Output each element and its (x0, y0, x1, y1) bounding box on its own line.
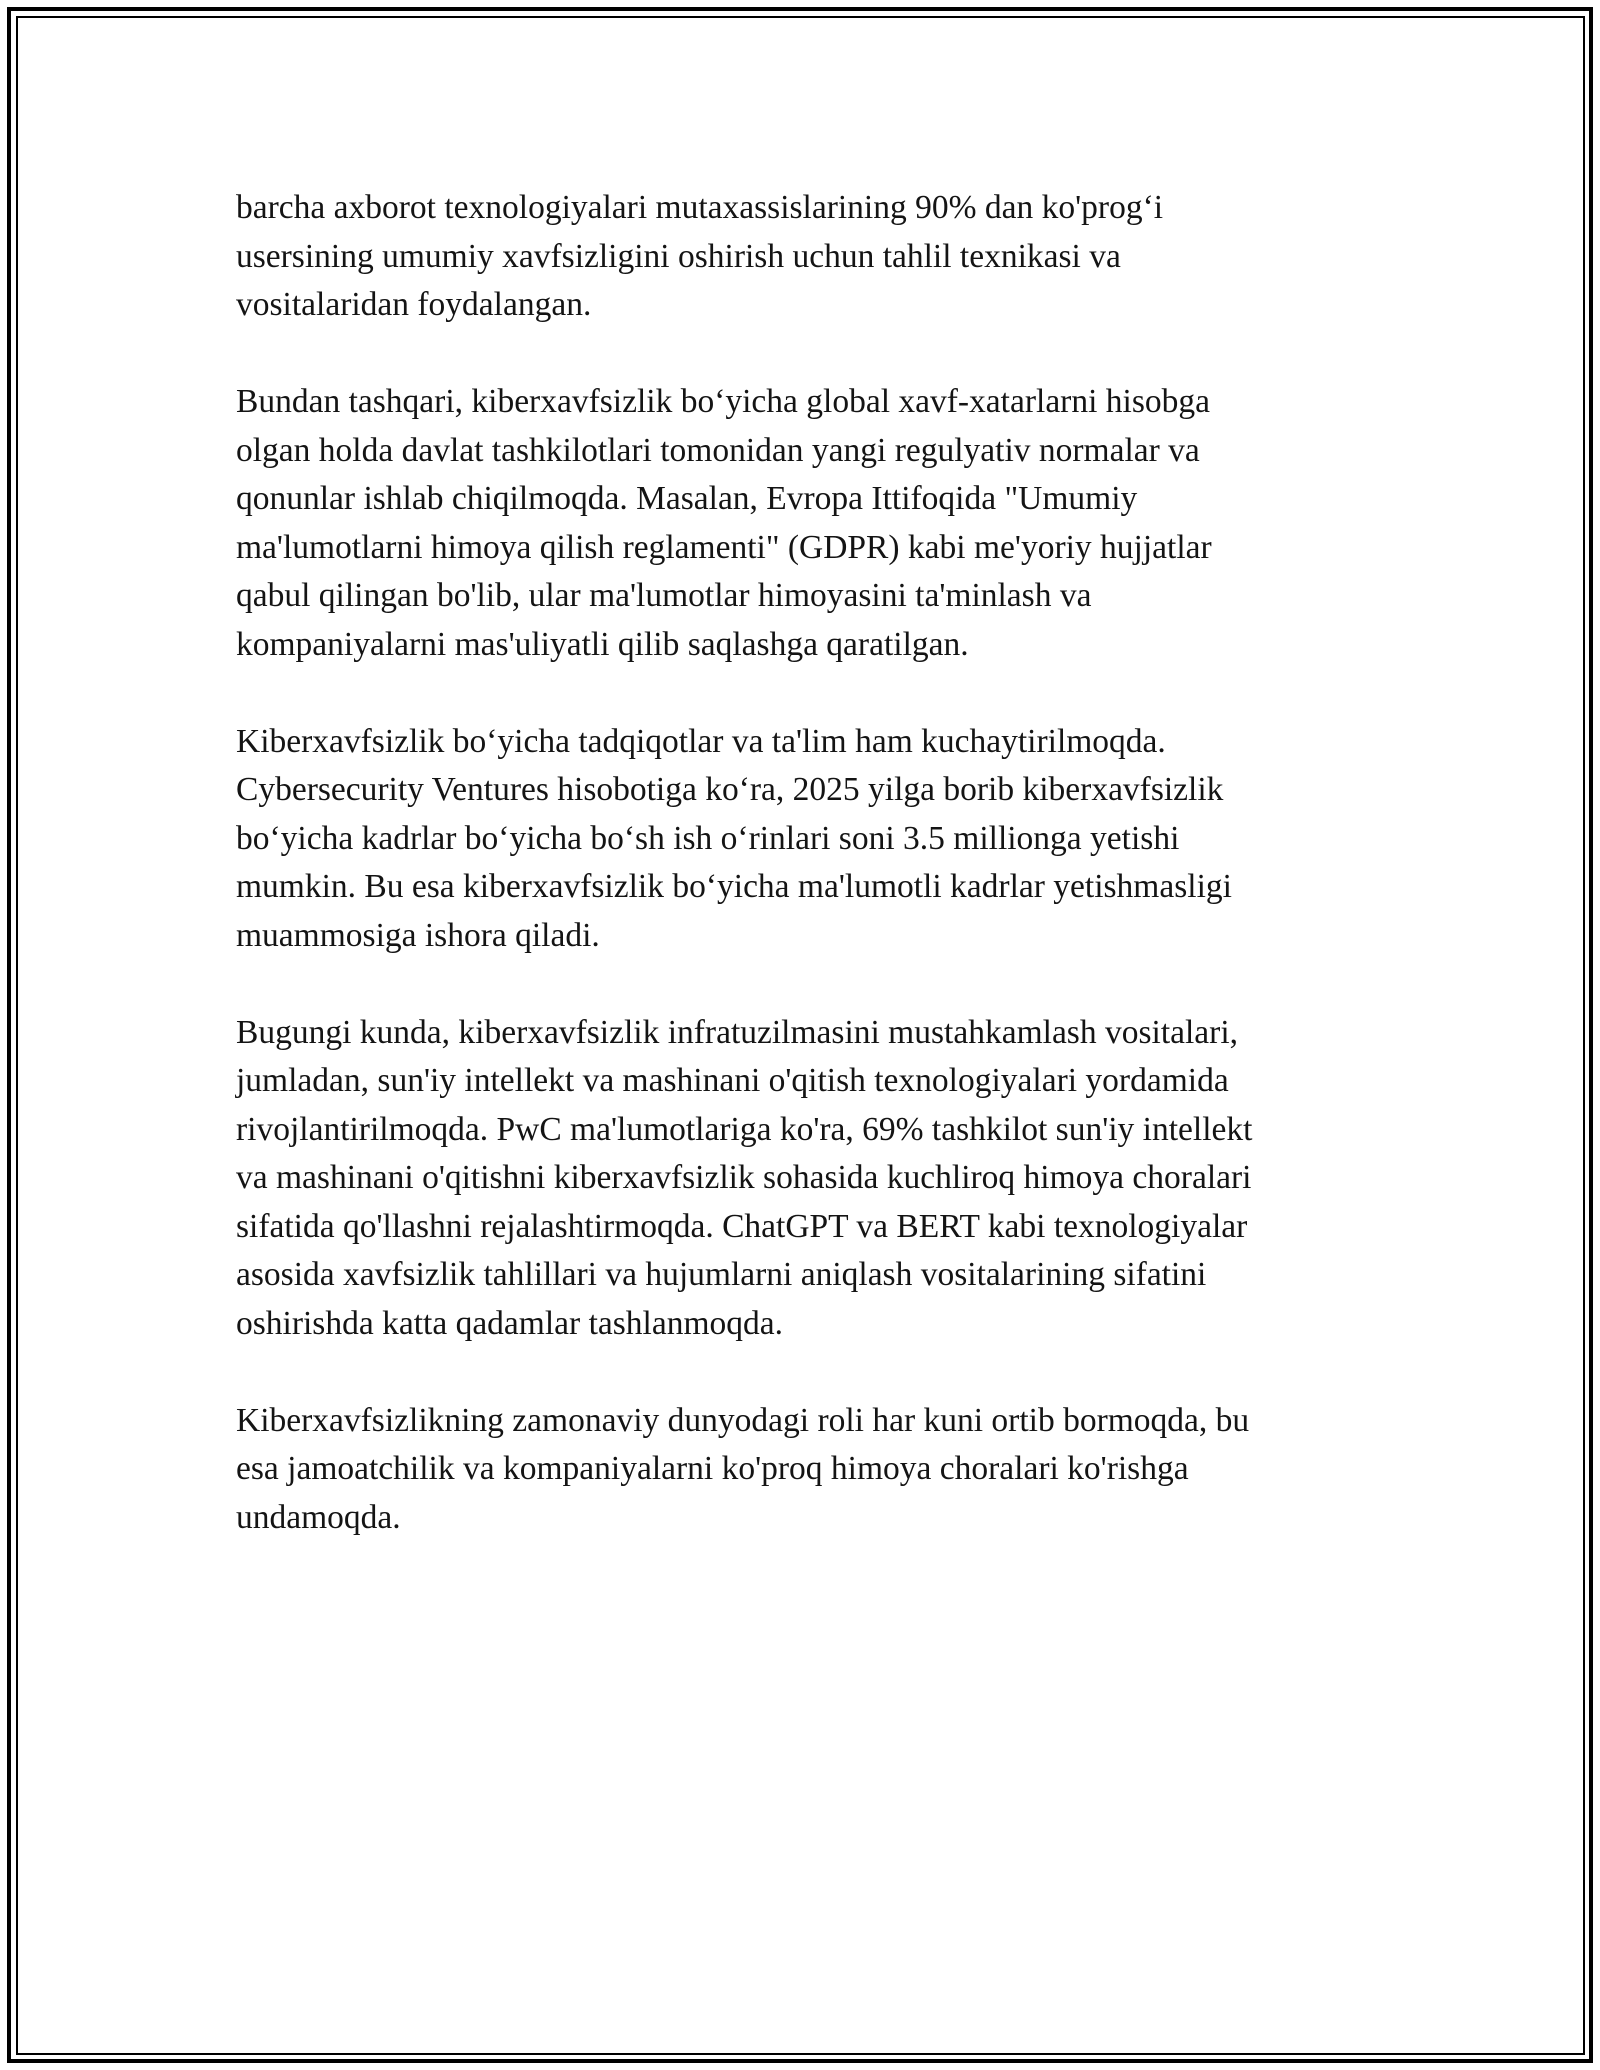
document-body (236, 184, 1366, 1542)
paragraph-3: Kiberxavfsizlik bo‘yicha tadqiqotlar va ta'lim ham kuchaytirilmoqda. Cybersecurity Ventures hisobotiga ko‘ra, 2025 yilga borib kiberxavfsizlik bo‘yicha kadrlar bo‘yicha bo‘sh ish o‘rinlari soni 3.5 millionga yetishi mumkin. Bu esa kiberxavfsizlik bo‘yicha ma'lumotli kadrlar yetishmasligi muammosiga ishora qiladi. (236, 722, 1232, 954)
paragraph-2: Bundan tashqari, kiberxavfsizlik bo‘yicha global xavf-xatarlarni hisobga olgan holda davlat tashkilotlari tomonidan yangi regulyativ normalar va qonunlar ishlab chiqilmoqda. Masalan, Evropa Ittifoqida "Umumiy ma'lumotlarni himoya qilish reglamenti" (GDPR) kabi me'yoriy hujjatlar qabul qilingan bo'lib, ular ma'lumotlar himoyasini ta'minlash va kompaniyalarni mas'uliyatli qilib saqlashga qaratilgan. (236, 383, 1212, 663)
paragraph-4: Bugungi kunda, kiberxavfsizlik infratuzilmasini mustahkamlash vositalari, jumladan, sun'iy intellekt va mashinani o'qitish texnologiyalari yordamida rivojlantirilmoqda. PwC ma'lumotlariga ko'ra, 69% tashkilot sun'iy intellekt va mashinani o'qitishni kiberxavfsizlik sohasida kuchliroq himoya choralari sifatida qo'llashni rejalashtirmoqda. ChatGPT va BERT kabi texnologiyalar asosida xavfsizlik tahlillari va hujumlarni aniqlash vositalarining sifatini oshirishda katta qadamlar tashlanmoqda. (236, 1013, 1253, 1342)
paragraph-1: barcha axborot texnologiyalari mutaxassislarining 90% dan ko'prog‘i usersining umumiy xavfsizligini oshirish uchun tahlil texnikasi va vositalaridan foydalangan. (236, 189, 1164, 323)
paragraph-5: Kiberxavfsizlikning zamonaviy dunyodagi roli har kuni ortib bormoqda, bu esa jamoatchilik va kompaniyalarni ko'proq himoya choralari ko'rishga undamoqda. (236, 1401, 1250, 1536)
